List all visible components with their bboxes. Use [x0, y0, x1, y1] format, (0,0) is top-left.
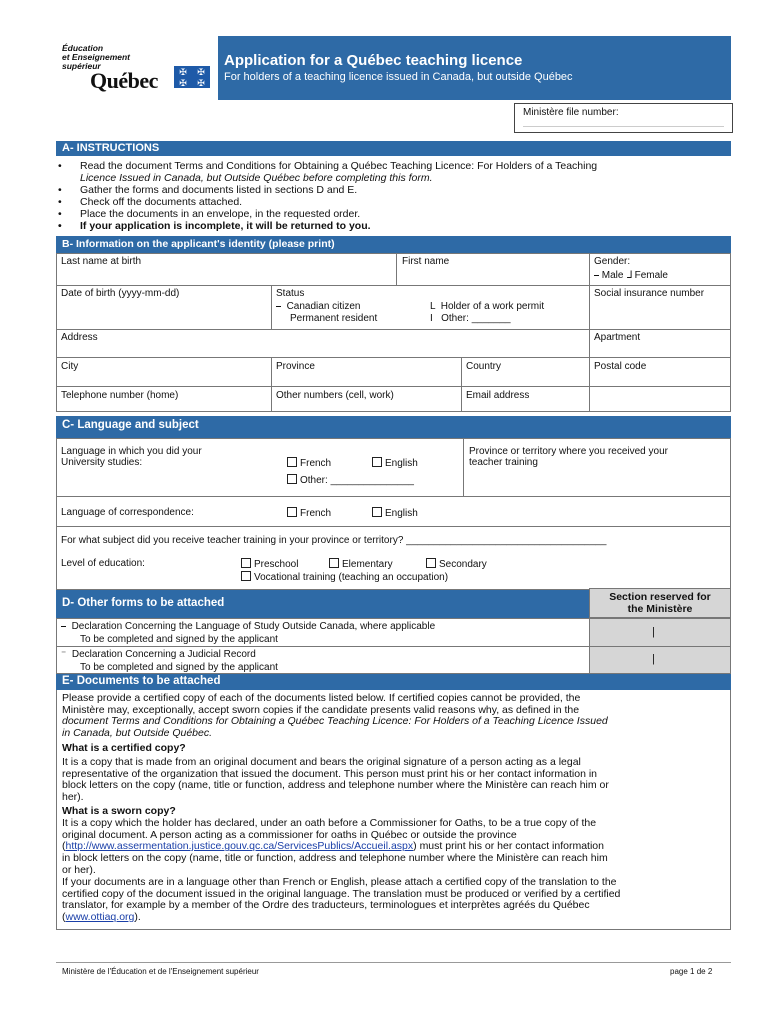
page-subtitle: For holders of a teaching licence issued in Canada, but outside Québec	[224, 71, 573, 83]
p4-link-line: (www.ottiaq.org).	[62, 911, 141, 924]
p4-line: certified copy of the document issued in the original language. The translation must be produced or verified by a certified	[62, 887, 621, 900]
p1-line: in Canada, but Outside Québec.	[62, 727, 213, 740]
p2-line: her).	[62, 791, 84, 804]
file-number-label: Ministère file number:	[523, 107, 619, 118]
fleur-de-lis-icon: ✠	[179, 66, 187, 77]
preschool-label: Preschool	[254, 559, 299, 570]
checkbox[interactable]	[287, 474, 297, 484]
male-checkbox[interactable]: ⎯	[594, 270, 602, 281]
address-label: Address	[61, 332, 98, 343]
p2-line: It is a copy that is made from an original document and bears the original signature of a person acting as a legal	[62, 756, 581, 768]
studies-french-option[interactable]	[287, 457, 331, 469]
checkbox[interactable]	[287, 507, 297, 517]
sworn-copy-paragraph	[62, 818, 726, 877]
province-training-label-2: teacher training	[469, 457, 538, 468]
footer-ministry: Ministère de l'Éducation et de l'Enseignement supérieur	[62, 967, 259, 976]
email-label: Email address	[466, 390, 530, 401]
language-declaration-label: Declaration Concerning the Language of Study Outside Canada, where applicable	[71, 621, 436, 632]
p3-line: It is a copy which the holder has declared, under an oath before a Commissioner for Oaths, to be a true copy of the	[62, 817, 597, 829]
secondary-label: Secondary	[439, 559, 487, 570]
vocational-label: Vocational training (teaching an occupation)	[254, 572, 449, 583]
certified-copy-paragraph	[62, 757, 726, 804]
p1-line: Please provide a certified copy of each of the documents listed below. If certified copies cannot be provided, the	[62, 692, 581, 704]
fleur-de-lis-icon: ✠	[197, 66, 205, 77]
status-label: Status	[276, 288, 305, 299]
city-label: City	[61, 361, 79, 372]
canadian-citizen-option[interactable]: ⎯ Canadian citizen	[276, 301, 361, 312]
bullet: •	[58, 208, 62, 220]
checkbox[interactable]	[426, 558, 436, 568]
bullet: •	[58, 220, 62, 232]
p4-line: If your documents are in a language other than French or English, please attach a certified copy of the translation to the	[62, 876, 617, 888]
province-training-label-1: Province or territory where you received your	[469, 446, 668, 457]
sworn-copy-heading: What is a sworn copy?	[62, 805, 176, 817]
quebec-wordmark: Québec	[90, 68, 158, 93]
section-a-title: A- INSTRUCTIONS	[62, 142, 160, 154]
other-label: Other: _______________	[300, 475, 414, 486]
bullet: •	[58, 184, 62, 196]
file-number-line	[523, 126, 724, 127]
section-a-header	[56, 141, 731, 156]
other-status-label: Other: _______	[441, 313, 511, 324]
studies-english-option[interactable]	[372, 457, 418, 469]
french-label: French	[300, 458, 332, 469]
province-label: Province	[276, 361, 315, 372]
reserved-header	[589, 588, 731, 618]
level-label: Level of education:	[61, 558, 145, 569]
p2-line: block letters on the copy (name, title or function, address and telephone number where the Ministère can reach him or	[62, 779, 609, 792]
judicial-declaration-label: Declaration Concerning a Judicial Record	[71, 649, 256, 660]
item2-sub: To be completed and signed by the applicant	[80, 662, 278, 673]
bullet: •	[58, 160, 62, 172]
p3-line: original document. A person acting as a commissioner for oaths in Québec or outside the province	[62, 828, 517, 841]
dob-label: Date of birth (yyyy-mm-dd)	[61, 288, 180, 299]
preschool-option[interactable]	[241, 558, 298, 570]
lang-studies-label-2: University studies:	[61, 457, 143, 468]
corr-english-option[interactable]	[372, 507, 418, 519]
file-number-field[interactable]	[514, 103, 733, 133]
first-name-input[interactable]	[399, 272, 584, 284]
instruction-text: Licence Issued in Canada, but Outside Québec before completing this form.	[80, 172, 433, 184]
instruction-text: Place the documents in an envelope, in the requested order.	[80, 208, 361, 220]
instruction-text: If your application is incomplete, it will be returned to you.	[80, 220, 371, 232]
last-name-input[interactable]	[59, 272, 389, 284]
instruction-text: Gather the forms and documents listed in sections D and E.	[80, 184, 358, 196]
permanent-resident-label: Permanent resident	[290, 313, 378, 324]
male-label: Male	[601, 270, 624, 281]
reserved-label-2: the Ministère	[627, 603, 693, 615]
p2-line: representative of the organization that issued the document. This person must print his or her contact information in	[62, 767, 598, 780]
section-b-title: B- Information on the applicant's identity (please print)	[62, 238, 335, 250]
page-title: Application for a Québec teaching licence	[224, 52, 523, 69]
reserved-label-1: Section reserved for	[609, 591, 711, 603]
section-c-header	[56, 416, 731, 438]
other-status-option[interactable]: I Other: _______	[430, 313, 511, 324]
work-permit-label: Holder of a work permit	[440, 301, 545, 312]
p3-link-line: (http://www.assermentation.justice.gouv.qc.ca/ServicesPublics/Accueil.aspx) must print his or her contact information	[62, 840, 604, 853]
reserved-cell-2: |	[590, 647, 730, 673]
section-b-header	[56, 236, 731, 253]
bullet: •	[58, 196, 62, 208]
english-label: English	[385, 458, 418, 469]
p3-line: or her).	[62, 863, 96, 876]
logo-line-1: Éducation	[62, 43, 104, 53]
checkbox[interactable]	[241, 558, 251, 568]
section-d-title: D- Other forms to be attached	[62, 597, 225, 609]
checkbox[interactable]	[329, 558, 339, 568]
certified-copy-heading: What is a certified copy?	[62, 742, 186, 754]
first-name-label: First name	[402, 256, 450, 267]
apartment-label: Apartment	[594, 332, 641, 343]
p4-line: translator, for example by a member of the Ordre des traducteurs, terminologues et interprètes agréés du Québec	[62, 899, 590, 912]
translation-paragraph	[62, 877, 726, 924]
elementary-option[interactable]	[329, 558, 393, 570]
logo-line-3: supérieur	[62, 61, 101, 71]
last-name-label: Last name at birth	[61, 256, 142, 267]
vocational-option[interactable]	[241, 571, 448, 583]
checkbox[interactable]	[372, 457, 382, 467]
sin-label: Social insurance number	[594, 288, 705, 299]
judicial-declaration-item[interactable]: ⁻ Declaration Concerning a Judicial Record	[61, 649, 256, 660]
page-number: page 1 de 2	[670, 967, 713, 976]
checkbox[interactable]	[287, 457, 297, 467]
tel-home-label: Telephone number (home)	[61, 390, 179, 401]
permanent-resident-option[interactable]	[290, 313, 377, 324]
secondary-option[interactable]	[426, 558, 487, 570]
other-numbers-label: Other numbers (cell, work)	[276, 390, 394, 401]
instruction-text: Check off the documents attached.	[80, 196, 243, 208]
fleur-de-lis-icon: ✠	[179, 77, 187, 88]
female-label: Female	[634, 270, 668, 281]
checkbox[interactable]	[372, 507, 382, 517]
p1-line: document Terms and Conditions for Obtaining a Québec Teaching Licence: For Holders of a Teaching Licence Issued	[62, 715, 608, 728]
elementary-label: Elementary	[342, 559, 393, 570]
ministry-logo-text	[62, 44, 130, 71]
section-d-header	[56, 590, 589, 618]
logo-line-2: et Enseignement	[62, 52, 131, 62]
corr-french-option[interactable]	[287, 507, 331, 519]
subject-question: For what subject did you receive teacher training in your province or territory? ____________________________________	[61, 535, 607, 546]
title-banner	[218, 36, 731, 100]
item1-sub: To be completed and signed by the applicant	[80, 634, 278, 645]
studies-other-option[interactable]	[287, 474, 414, 486]
section-e-header	[56, 674, 731, 690]
instruction-text: Read the document Terms and Conditions for Obtaining a Québec Teaching Licence: For Holders of a Teaching	[80, 160, 598, 172]
p1-line: Ministère may, exceptionally, accept sworn copies if the candidate presents valid reasons why, as defined in the	[62, 703, 580, 716]
work-permit-option[interactable]: L Holder of a work permit	[430, 301, 545, 312]
english-label: English	[385, 508, 418, 519]
reserved-cell-1: |	[590, 619, 730, 646]
section-c-title: C- Language and subject	[62, 419, 199, 431]
postal-code-label: Postal code	[594, 361, 647, 372]
gender-options	[594, 270, 668, 281]
assermentation-link[interactable]: http://www.assermentation.justice.gouv.qc.ca/ServicesPublics/Accueil.aspx	[65, 840, 414, 853]
ottiaq-link[interactable]: www.ottiaq.org	[65, 911, 135, 924]
quebec-flag-icon	[174, 66, 210, 88]
p3-line-rest: must print his or her contact information	[419, 840, 604, 853]
language-declaration-item[interactable]: ⎯ Declaration Concerning the Language of Study Outside Canada, where applicable	[61, 621, 436, 632]
certified-paragraph	[62, 693, 726, 740]
checkbox[interactable]	[241, 571, 251, 581]
canadian-citizen-label: Canadian citizen	[286, 301, 361, 312]
section-e-title: E- Documents to be attached	[62, 675, 221, 687]
female-checkbox[interactable]: ⅃	[626, 270, 635, 281]
french-label: French	[300, 508, 332, 519]
p3-line: in block letters on the copy (name, title or function, address and telephone number where the Ministère can reach him	[62, 852, 608, 865]
gender-label: Gender:	[594, 256, 631, 267]
fleur-de-lis-icon: ✠	[197, 77, 205, 88]
lang-studies-label-1: Language in which you did your	[61, 446, 202, 457]
country-label: Country	[466, 361, 502, 372]
correspondence-label: Language of correspondence:	[61, 507, 194, 518]
